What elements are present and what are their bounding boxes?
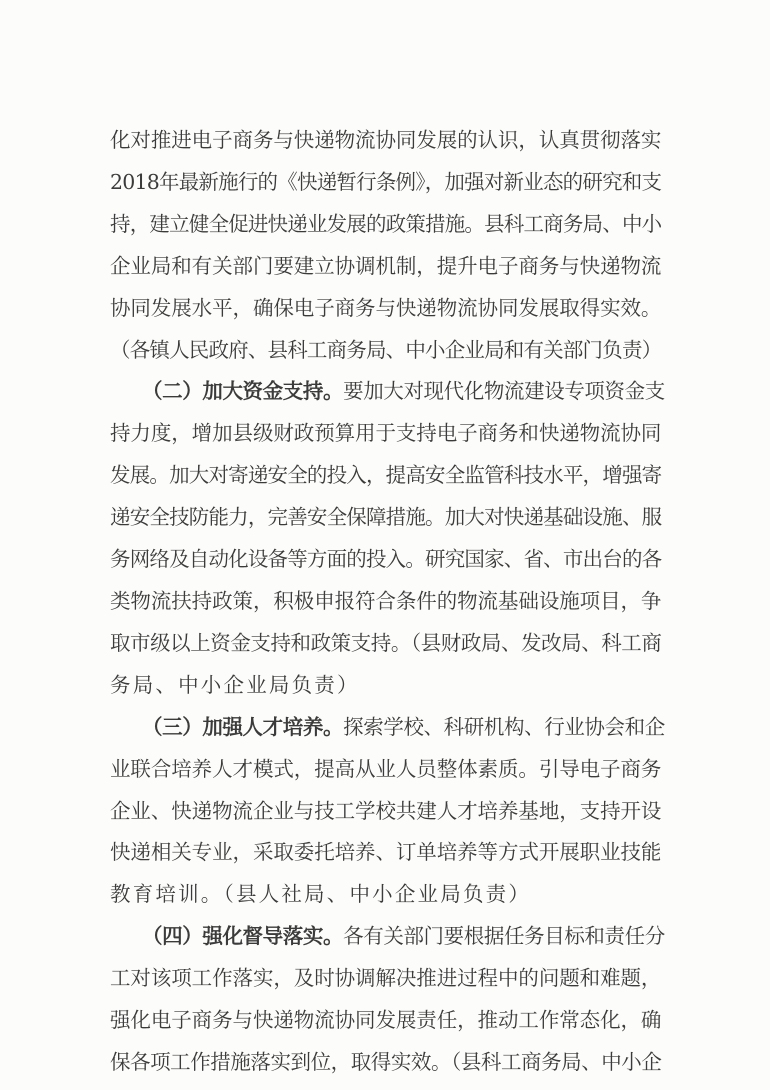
text-line: 强化电子商务与快递物流协同发展责任，推动工作常态化，确 bbox=[110, 1008, 662, 1032]
text-run: 探索学校、科研机构、行业协会和企 bbox=[343, 715, 665, 739]
text-line: 保各项工作措施落实到位，取得实效。（县科工商务局、中小企 bbox=[110, 1050, 662, 1074]
text-line: 务局、中小企业局负责） bbox=[110, 673, 360, 697]
text-line: 工对该项工作落实，及时协调解决推进过程中的问题和难题， bbox=[110, 966, 662, 990]
text-line: 企业局和有关部门要建立协调机制，提升电子商务与快递物流 bbox=[110, 254, 662, 278]
text-run: 要加大对现代化物流建设专项资金支 bbox=[343, 379, 665, 403]
text-line: 务网络及自动化设备等方面的投入。研究国家、省、市出台的各 bbox=[110, 547, 662, 571]
text-line: 持，建立健全促进快递业发展的政策措施。县科工商务局、中小 bbox=[110, 212, 662, 236]
text-line: 业联合培养人才模式，提高从业人员整体素质。引导电子商务 bbox=[110, 757, 662, 781]
text-line: 持力度，增加县级财政预算用于支持电子商务和快递物流协同 bbox=[110, 421, 662, 445]
paragraph-first-line bbox=[142, 715, 665, 739]
paragraph-first-line bbox=[142, 924, 665, 948]
text-run: 各有关部门要根据任务目标和责任分 bbox=[343, 924, 665, 948]
section-heading: （二）加大资金支持。 bbox=[142, 379, 344, 403]
text-line: 2018年最新施行的《快递暂行条例》，加强对新业态的研究和支 bbox=[110, 170, 662, 194]
text-line: 递安全技防能力，完善安全保障措施。加大对快递基础设施、服 bbox=[110, 505, 662, 529]
section-heading: （三）加强人才培养。 bbox=[142, 715, 344, 739]
text-line: 化对推进电子商务与快递物流协同发展的认识，认真贯彻落实 bbox=[110, 128, 662, 152]
text-line: （各镇人民政府、县科工商务局、中小企业局和有关部门负责） bbox=[110, 338, 662, 362]
text-line: 协同发展水平，确保电子商务与快递物流协同发展取得实效。 bbox=[110, 296, 662, 320]
paragraph-first-line bbox=[142, 379, 665, 403]
text-line: 取市级以上资金支持和政策支持。（县财政局、发改局、科工商 bbox=[110, 631, 662, 655]
section-heading: （四）强化督导落实。 bbox=[142, 924, 344, 948]
text-line: 教育培训。（县人社局、中小企业局负责） bbox=[110, 882, 532, 906]
text-line: 企业、快递物流企业与技工学校共建人才培养基地，支持开设 bbox=[110, 799, 662, 823]
text-line: 发展。加大对寄递安全的投入，提高安全监管科技水平，增强寄 bbox=[110, 463, 662, 487]
text-line: 类物流扶持政策，积极申报符合条件的物流基础设施项目，争 bbox=[110, 589, 662, 613]
text-line: 快递相关专业，采取委托培养、订单培养等方式开展职业技能 bbox=[110, 840, 662, 864]
